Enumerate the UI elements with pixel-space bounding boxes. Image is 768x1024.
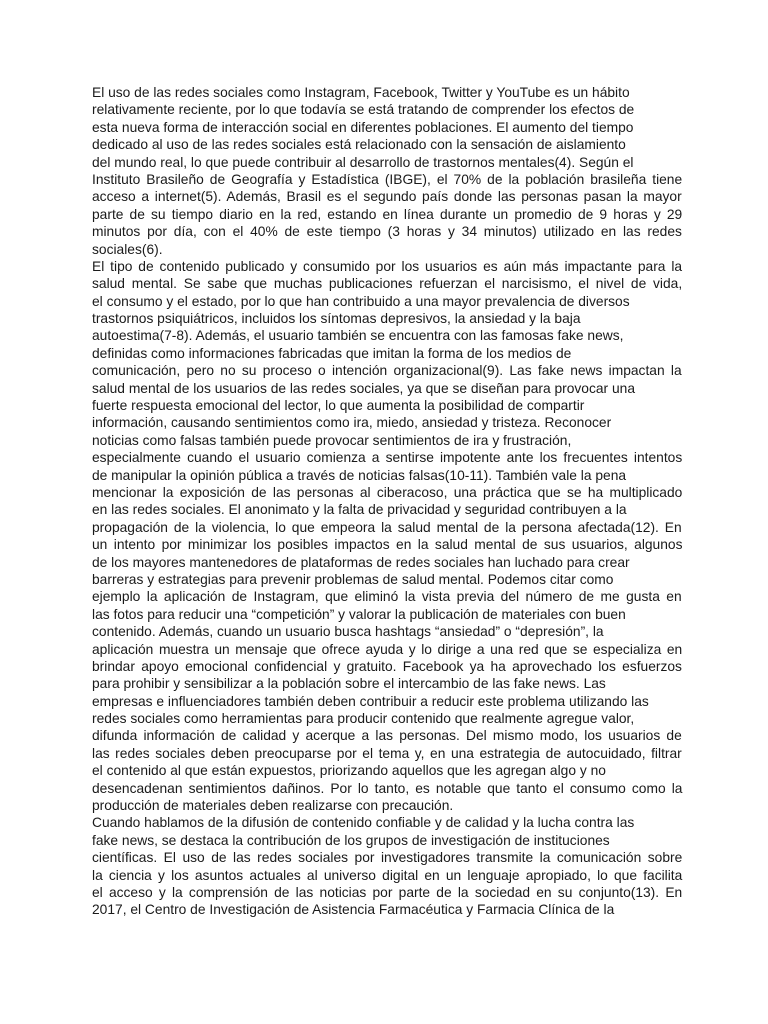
text-line: fake news, se destaca la contribución de los grupos de investigación de instituciones — [92, 832, 610, 848]
text-line: empresas e influenciadores también deben contribuir a reducir este problema utilizando las — [92, 693, 649, 709]
text-line: el consumo y el estado, por lo que han contribuido a una mayor prevalencia de diversos — [92, 293, 630, 309]
text-line: producción de materiales deben realizarse con precaución. — [92, 798, 454, 814]
text-line: desencadenan sentimientos dañinos. Por lo tanto, es notable que tanto el consumo como la — [92, 780, 683, 796]
text-line: un intento por minimizar los posibles impactos en la salud mental de sus usuarios, algunos — [92, 537, 683, 553]
text-line: en las redes sociales. El anonimato y la falta de privacidad y seguridad contribuyen a la — [92, 502, 627, 518]
text-line: autoestima(7-8). Además, el usuario también se encuentra con las famosas fake news, — [92, 328, 624, 344]
text-line: minutos por día, con el 40% de este tiempo (3 horas y 34 minutos) utilizado en las redes — [92, 224, 682, 240]
text-line: ejemplo la aplicación de Instagram, que eliminó la vista previa del número de me gusta en — [92, 589, 682, 605]
text-line: salud mental. Se sabe que muchas publicaciones refuerzan el narcisismo, el nivel de vida, — [92, 276, 683, 292]
text-line: El uso de las redes sociales como Instagram, Facebook, Twitter y YouTube es un hábito — [92, 85, 630, 100]
text-line: El tipo de contenido publicado y consumido por los usuarios es aún más impactante para la — [92, 258, 683, 274]
text-line: el contenido al que están expuestos, priorizando aquellos que les agregan algo y no — [92, 763, 606, 779]
text-line: noticias como falsas también puede provocar sentimientos de ira y frustración, — [92, 432, 572, 448]
text-line: aplicación muestra un mensaje que ofrece ayuda y lo dirige a una red que se especializa en — [92, 641, 683, 657]
text-line: brindar apoyo emocional confidencial y gratuito. Facebook ya ha aprovechado los esfuerzos — [92, 658, 682, 674]
text-line: difunda información de calidad y acerque a las personas. Del mismo modo, los usuarios de — [92, 728, 682, 744]
text-line: barreras y estrategias para prevenir problemas de salud mental. Podemos citar como — [92, 571, 614, 587]
text-line: dedicado al uso de las redes sociales está relacionado con la sensación de aislamiento — [92, 137, 626, 153]
text-line: trastornos psiquiátricos, incluidos los síntomas depresivos, la ansiedad y la baja — [92, 311, 581, 327]
text-line: de los mayores mantenedores de plataformas de redes sociales han luchado para crear — [92, 554, 630, 570]
text-line: del mundo real, lo que puede contribuir al desarrollo de trastornos mentales(4). Según el — [92, 154, 634, 170]
body-text — [92, 84, 682, 919]
text-line: la ciencia y los asuntos actuales al universo digital en un lenguaje apropiado, lo que facilita — [92, 867, 683, 883]
text-line: de manipular la opinión pública a través de noticias falsas(10-11). También vale la pena — [92, 467, 627, 483]
text-line: especialmente cuando el usuario comienza a sentirse impotente ante los frecuentes intentos — [92, 450, 683, 466]
text-line: información, causando sentimientos como ira, miedo, ansiedad y tristeza. Reconocer — [92, 415, 612, 431]
text-line: mencionar la exposición de las personas al ciberacoso, una práctica que se ha multiplicado — [92, 484, 683, 500]
text-line: redes sociales como herramientas para producir contenido que realmente agregue valor, — [92, 711, 635, 727]
text-line: parte de su tiempo diario en la red, estando en línea durante un promedio de 9 horas y 29 — [92, 206, 683, 222]
text-line: 2017, el Centro de Investigación de Asistencia Farmacéutica y Farmacia Clínica de la — [92, 902, 615, 918]
text-line: comunicación, pero no su proceso o intención organizacional(9). Las fake news impactan la — [92, 363, 682, 379]
text-line: relativamente reciente, por lo que todavía se está tratando de comprender los efectos de — [92, 102, 635, 118]
text-line: contenido. Además, cuando un usuario busca hashtags “ansiedad” o “depresión”, la — [92, 624, 604, 640]
text-line: científicas. El uso de las redes sociales por investigadores transmite la comunicación sobre — [92, 850, 683, 866]
text-line: el acceso y la comprensión de las noticias por parte de la sociedad en su conjunto(13). En — [92, 884, 683, 900]
text-line: salud mental de los usuarios de las redes sociales, ya que se diseñan para provocar una — [92, 380, 636, 396]
text-line: las fotos para reducir una “competición” y valorar la publicación de materiales con buen — [92, 606, 626, 622]
text-line: sociales(6). — [92, 241, 163, 257]
text-line: Cuando hablamos de la difusión de contenido confiable y de calidad y la lucha contra las — [92, 815, 635, 831]
text-line: fuerte respuesta emocional del lector, lo que aumenta la posibilidad de compartir — [92, 398, 585, 414]
text-line: propagación de la violencia, lo que empeora la salud mental de la persona afectada(12). En — [92, 519, 682, 535]
text-line: para prohibir y sensibilizar a la población sobre el intercambio de las fake news. Las — [92, 676, 606, 692]
text-line: esta nueva forma de interacción social en diferentes poblaciones. El aumento del tiempo — [92, 119, 634, 135]
text-line: definidas como informaciones fabricadas que imitan la forma de los medios de — [92, 345, 572, 361]
text-line: acceso a internet(5). Además, Brasil es el segundo país donde las personas pasan la mayor — [92, 189, 682, 205]
text-line: Instituto Brasileño de Geografía y Estadística (IBGE), el 70% de la población brasileña tiene — [92, 171, 683, 187]
text-line: las redes sociales deben preocuparse por el tema y, en una estrategia de autocuidado, filtrar — [92, 745, 682, 761]
